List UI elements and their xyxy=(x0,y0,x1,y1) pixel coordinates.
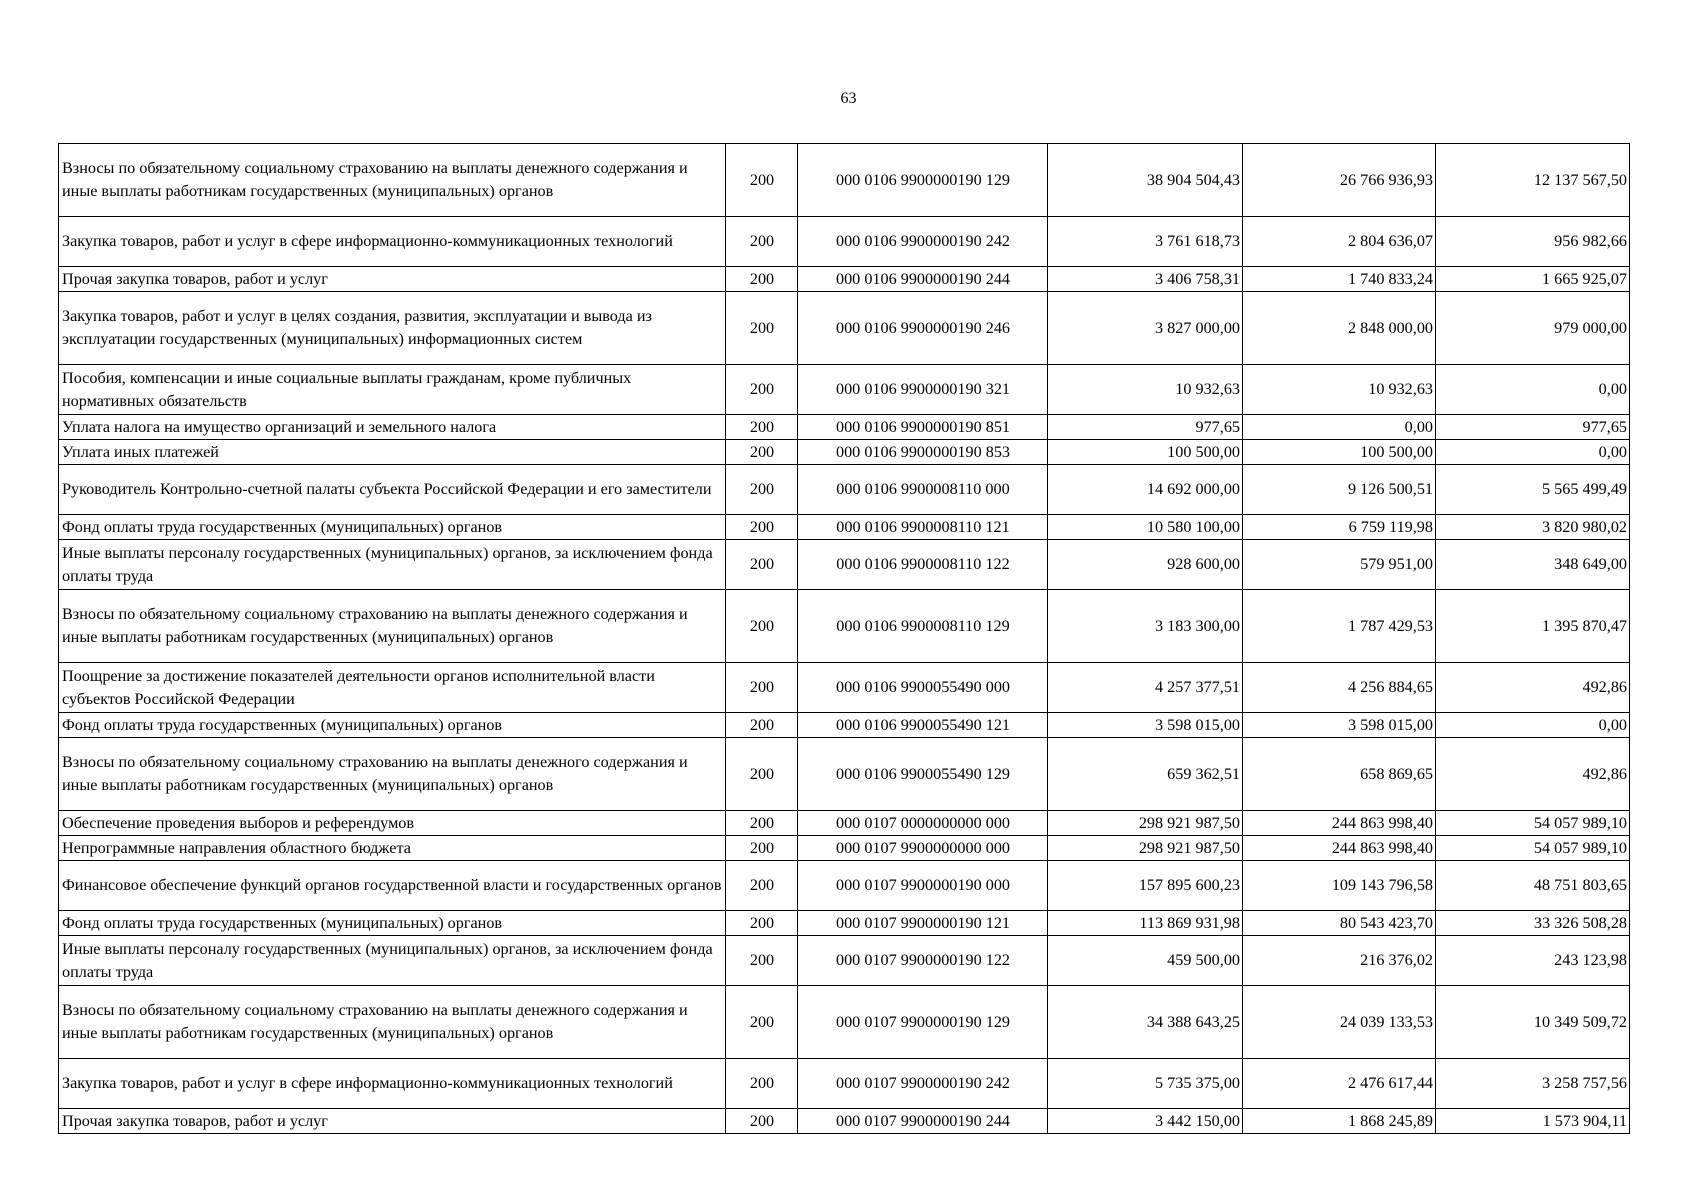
row-line-code: 200 xyxy=(726,440,798,465)
table-row xyxy=(59,144,1630,217)
table-body xyxy=(59,144,1630,1134)
row-unexecuted-amount: 10 349 509,72 xyxy=(1436,986,1630,1059)
row-approved-amount: 3 827 000,00 xyxy=(1048,292,1243,365)
row-executed-amount: 24 039 133,53 xyxy=(1243,986,1436,1059)
row-unexecuted-amount: 3 820 980,02 xyxy=(1436,515,1630,540)
row-unexecuted-amount: 492,86 xyxy=(1436,738,1630,811)
table-row xyxy=(59,292,1630,365)
table-row xyxy=(59,267,1630,292)
row-classification-code: 000 0106 9900008110 121 xyxy=(798,515,1048,540)
table-row xyxy=(59,911,1630,936)
row-name: Иные выплаты персоналу государственных (муниципальных) органов, за исключением фонда оплаты труда xyxy=(59,936,726,986)
table-row xyxy=(59,465,1630,515)
table-row xyxy=(59,515,1630,540)
table-row xyxy=(59,1109,1630,1134)
row-unexecuted-amount: 0,00 xyxy=(1436,365,1630,415)
row-classification-code: 000 0106 9900000190 244 xyxy=(798,267,1048,292)
row-line-code: 200 xyxy=(726,540,798,590)
row-classification-code: 000 0106 9900000190 129 xyxy=(798,144,1048,217)
row-approved-amount: 659 362,51 xyxy=(1048,738,1243,811)
row-unexecuted-amount: 492,86 xyxy=(1436,663,1630,713)
budget-execution-table xyxy=(58,143,1630,1134)
row-classification-code: 000 0106 9900008110 122 xyxy=(798,540,1048,590)
row-approved-amount: 5 735 375,00 xyxy=(1048,1059,1243,1109)
row-approved-amount: 298 921 987,50 xyxy=(1048,836,1243,861)
table-row xyxy=(59,713,1630,738)
row-executed-amount: 3 598 015,00 xyxy=(1243,713,1436,738)
row-name: Взносы по обязательному социальному страхованию на выплаты денежного содержания и иные выплаты работникам государственных (муниципальных) органов xyxy=(59,738,726,811)
row-line-code: 200 xyxy=(726,936,798,986)
row-approved-amount: 113 869 931,98 xyxy=(1048,911,1243,936)
row-executed-amount: 1 868 245,89 xyxy=(1243,1109,1436,1134)
table-row xyxy=(59,1059,1630,1109)
row-executed-amount: 579 951,00 xyxy=(1243,540,1436,590)
row-unexecuted-amount: 956 982,66 xyxy=(1436,217,1630,267)
row-unexecuted-amount: 979 000,00 xyxy=(1436,292,1630,365)
row-classification-code: 000 0107 9900000190 244 xyxy=(798,1109,1048,1134)
row-classification-code: 000 0106 9900055490 121 xyxy=(798,713,1048,738)
row-name: Взносы по обязательному социальному страхованию на выплаты денежного содержания и иные выплаты работникам государственных (муниципальных) органов xyxy=(59,986,726,1059)
table-row xyxy=(59,590,1630,663)
row-executed-amount: 26 766 936,93 xyxy=(1243,144,1436,217)
row-unexecuted-amount: 33 326 508,28 xyxy=(1436,911,1630,936)
row-executed-amount: 4 256 884,65 xyxy=(1243,663,1436,713)
row-executed-amount: 1 787 429,53 xyxy=(1243,590,1436,663)
row-classification-code: 000 0107 9900000190 121 xyxy=(798,911,1048,936)
row-line-code: 200 xyxy=(726,292,798,365)
row-executed-amount: 216 376,02 xyxy=(1243,936,1436,986)
row-approved-amount: 4 257 377,51 xyxy=(1048,663,1243,713)
row-unexecuted-amount: 243 123,98 xyxy=(1436,936,1630,986)
row-classification-code: 000 0107 9900000190 000 xyxy=(798,861,1048,911)
row-unexecuted-amount: 54 057 989,10 xyxy=(1436,811,1630,836)
row-name: Уплата иных платежей xyxy=(59,440,726,465)
row-unexecuted-amount: 54 057 989,10 xyxy=(1436,836,1630,861)
row-classification-code: 000 0106 9900000190 242 xyxy=(798,217,1048,267)
row-line-code: 200 xyxy=(726,713,798,738)
row-executed-amount: 244 863 998,40 xyxy=(1243,811,1436,836)
row-name: Фонд оплаты труда государственных (муниципальных) органов xyxy=(59,515,726,540)
row-approved-amount: 3 598 015,00 xyxy=(1048,713,1243,738)
row-line-code: 200 xyxy=(726,811,798,836)
row-name: Фонд оплаты труда государственных (муниципальных) органов xyxy=(59,713,726,738)
row-unexecuted-amount: 348 649,00 xyxy=(1436,540,1630,590)
row-executed-amount: 80 543 423,70 xyxy=(1243,911,1436,936)
row-classification-code: 000 0106 9900055490 129 xyxy=(798,738,1048,811)
row-approved-amount: 298 921 987,50 xyxy=(1048,811,1243,836)
row-approved-amount: 977,65 xyxy=(1048,415,1243,440)
row-classification-code: 000 0106 9900000190 321 xyxy=(798,365,1048,415)
row-approved-amount: 3 761 618,73 xyxy=(1048,217,1243,267)
row-name: Взносы по обязательному социальному страхованию на выплаты денежного содержания и иные выплаты работникам государственных (муниципальных) органов xyxy=(59,590,726,663)
row-classification-code: 000 0106 9900008110 000 xyxy=(798,465,1048,515)
row-unexecuted-amount: 1 573 904,11 xyxy=(1436,1109,1630,1134)
row-line-code: 200 xyxy=(726,663,798,713)
table-row xyxy=(59,217,1630,267)
row-unexecuted-amount: 12 137 567,50 xyxy=(1436,144,1630,217)
row-approved-amount: 157 895 600,23 xyxy=(1048,861,1243,911)
row-unexecuted-amount: 0,00 xyxy=(1436,440,1630,465)
row-classification-code: 000 0107 9900000190 129 xyxy=(798,986,1048,1059)
row-unexecuted-amount: 0,00 xyxy=(1436,713,1630,738)
row-unexecuted-amount: 1 395 870,47 xyxy=(1436,590,1630,663)
row-approved-amount: 38 904 504,43 xyxy=(1048,144,1243,217)
row-line-code: 200 xyxy=(726,365,798,415)
row-name: Прочая закупка товаров, работ и услуг xyxy=(59,1109,726,1134)
row-name: Руководитель Контрольно-счетной палаты субъекта Российской Федерации и его заместители xyxy=(59,465,726,515)
row-classification-code: 000 0106 9900000190 851 xyxy=(798,415,1048,440)
table-row xyxy=(59,861,1630,911)
row-line-code: 200 xyxy=(726,911,798,936)
row-approved-amount: 10 580 100,00 xyxy=(1048,515,1243,540)
row-line-code: 200 xyxy=(726,217,798,267)
row-classification-code: 000 0106 9900055490 000 xyxy=(798,663,1048,713)
row-line-code: 200 xyxy=(726,861,798,911)
row-classification-code: 000 0107 9900000190 242 xyxy=(798,1059,1048,1109)
row-unexecuted-amount: 5 565 499,49 xyxy=(1436,465,1630,515)
row-name: Пособия, компенсации и иные социальные выплаты гражданам, кроме публичных нормативных обязательств xyxy=(59,365,726,415)
table-row xyxy=(59,836,1630,861)
row-approved-amount: 14 692 000,00 xyxy=(1048,465,1243,515)
row-line-code: 200 xyxy=(726,836,798,861)
table-row xyxy=(59,986,1630,1059)
table-row xyxy=(59,415,1630,440)
row-approved-amount: 100 500,00 xyxy=(1048,440,1243,465)
row-unexecuted-amount: 1 665 925,07 xyxy=(1436,267,1630,292)
table-row xyxy=(59,936,1630,986)
row-classification-code: 000 0107 9900000190 122 xyxy=(798,936,1048,986)
table-row xyxy=(59,365,1630,415)
row-name: Фонд оплаты труда государственных (муниципальных) органов xyxy=(59,911,726,936)
row-classification-code: 000 0106 9900000190 853 xyxy=(798,440,1048,465)
row-executed-amount: 10 932,63 xyxy=(1243,365,1436,415)
table-row xyxy=(59,540,1630,590)
row-executed-amount: 2 476 617,44 xyxy=(1243,1059,1436,1109)
row-approved-amount: 3 406 758,31 xyxy=(1048,267,1243,292)
row-name: Закупка товаров, работ и услуг в сфере информационно-коммуникационных технологий xyxy=(59,1059,726,1109)
row-classification-code: 000 0107 9900000000 000 xyxy=(798,836,1048,861)
table-row xyxy=(59,663,1630,713)
row-executed-amount: 2 804 636,07 xyxy=(1243,217,1436,267)
row-line-code: 200 xyxy=(726,986,798,1059)
row-line-code: 200 xyxy=(726,738,798,811)
row-executed-amount: 6 759 119,98 xyxy=(1243,515,1436,540)
row-name: Иные выплаты персоналу государственных (муниципальных) органов, за исключением фонда оплаты труда xyxy=(59,540,726,590)
row-unexecuted-amount: 3 258 757,56 xyxy=(1436,1059,1630,1109)
row-approved-amount: 459 500,00 xyxy=(1048,936,1243,986)
row-classification-code: 000 0106 9900008110 129 xyxy=(798,590,1048,663)
row-classification-code: 000 0106 9900000190 246 xyxy=(798,292,1048,365)
table-row xyxy=(59,738,1630,811)
row-name: Взносы по обязательному социальному страхованию на выплаты денежного содержания и иные выплаты работникам государственных (муниципальных) органов xyxy=(59,144,726,217)
row-executed-amount: 2 848 000,00 xyxy=(1243,292,1436,365)
row-line-code: 200 xyxy=(726,415,798,440)
row-executed-amount: 9 126 500,51 xyxy=(1243,465,1436,515)
row-approved-amount: 34 388 643,25 xyxy=(1048,986,1243,1059)
row-line-code: 200 xyxy=(726,1109,798,1134)
row-name: Обеспечение проведения выборов и референдумов xyxy=(59,811,726,836)
row-name: Прочая закупка товаров, работ и услуг xyxy=(59,267,726,292)
row-unexecuted-amount: 977,65 xyxy=(1436,415,1630,440)
row-approved-amount: 3 442 150,00 xyxy=(1048,1109,1243,1134)
page-number: 63 xyxy=(840,90,857,107)
row-executed-amount: 244 863 998,40 xyxy=(1243,836,1436,861)
row-executed-amount: 100 500,00 xyxy=(1243,440,1436,465)
row-classification-code: 000 0107 0000000000 000 xyxy=(798,811,1048,836)
row-executed-amount: 658 869,65 xyxy=(1243,738,1436,811)
row-name: Финансовое обеспечение функций органов государственной власти и государственных органов xyxy=(59,861,726,911)
table-row xyxy=(59,811,1630,836)
row-executed-amount: 0,00 xyxy=(1243,415,1436,440)
row-name: Закупка товаров, работ и услуг в сфере информационно-коммуникационных технологий xyxy=(59,217,726,267)
row-name: Уплата налога на имущество организаций и земельного налога xyxy=(59,415,726,440)
row-line-code: 200 xyxy=(726,1059,798,1109)
row-line-code: 200 xyxy=(726,465,798,515)
row-name: Закупка товаров, работ и услуг в целях создания, развития, эксплуатации и вывода из эксплуатации государственных (муниципальных) информационных систем xyxy=(59,292,726,365)
row-line-code: 200 xyxy=(726,590,798,663)
row-name: Непрограммные направления областного бюджета xyxy=(59,836,726,861)
row-line-code: 200 xyxy=(726,515,798,540)
row-approved-amount: 928 600,00 xyxy=(1048,540,1243,590)
row-name: Поощрение за достижение показателей деятельности органов исполнительной власти субъектов Российской Федерации xyxy=(59,663,726,713)
row-executed-amount: 1 740 833,24 xyxy=(1243,267,1436,292)
row-executed-amount: 109 143 796,58 xyxy=(1243,861,1436,911)
row-approved-amount: 10 932,63 xyxy=(1048,365,1243,415)
row-line-code: 200 xyxy=(726,267,798,292)
row-line-code: 200 xyxy=(726,144,798,217)
row-unexecuted-amount: 48 751 803,65 xyxy=(1436,861,1630,911)
row-approved-amount: 3 183 300,00 xyxy=(1048,590,1243,663)
table-row xyxy=(59,440,1630,465)
